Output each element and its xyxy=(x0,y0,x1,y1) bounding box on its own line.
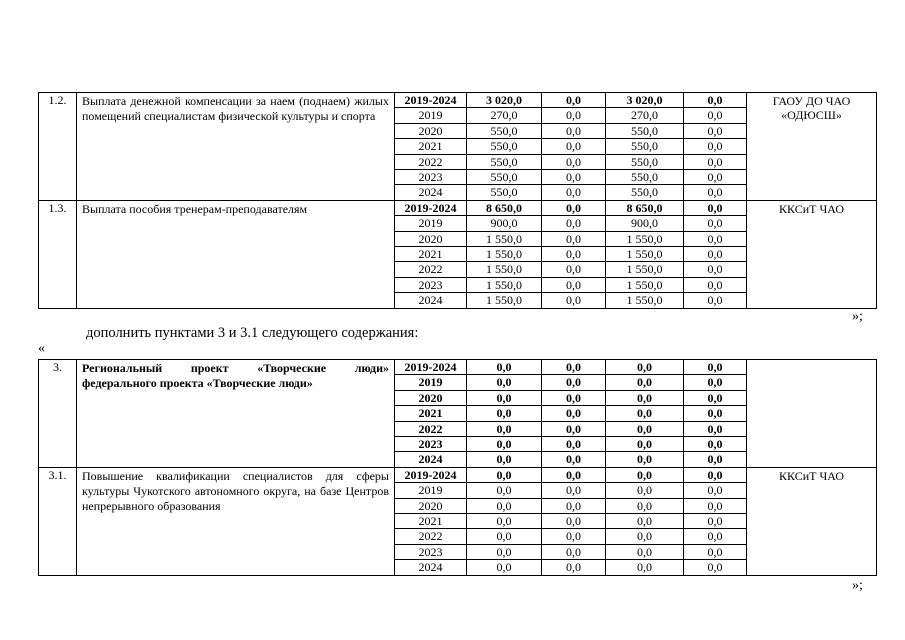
program-table-2 xyxy=(38,359,877,576)
district-budget-cell: 550,0 xyxy=(606,123,684,138)
table-row xyxy=(39,200,877,215)
total-cell: 8 650,0 xyxy=(467,200,542,215)
district-budget-cell: 0,0 xyxy=(606,452,684,467)
district-budget-cell: 1 550,0 xyxy=(606,277,684,292)
total-cell: 0,0 xyxy=(467,360,542,375)
period-cell: 2020 xyxy=(395,231,467,246)
total-cell: 0,0 xyxy=(467,390,542,405)
district-budget-cell: 3 020,0 xyxy=(606,93,684,108)
item-number: 3.1. xyxy=(39,467,77,575)
other-sources-cell: 0,0 xyxy=(684,452,747,467)
period-cell: 2023 xyxy=(395,170,467,185)
other-sources-cell: 0,0 xyxy=(684,185,747,200)
total-cell: 1 550,0 xyxy=(467,231,542,246)
item-description: Выплата денежной компенсации за наем (поднаем) жилых помещений специалистам физической культуры и спорта xyxy=(77,93,395,201)
item-description: Региональный проект «Творческие люди» федерального проекта «Творческие люди» xyxy=(77,360,395,468)
total-cell: 0,0 xyxy=(467,406,542,421)
other-sources-cell: 0,0 xyxy=(684,529,747,544)
total-cell: 0,0 xyxy=(467,375,542,390)
total-cell: 550,0 xyxy=(467,154,542,169)
period-cell: 2019-2024 xyxy=(395,467,467,482)
total-cell: 0,0 xyxy=(467,514,542,529)
federal-budget-cell: 0,0 xyxy=(542,154,606,169)
period-cell: 2019 xyxy=(395,216,467,231)
period-cell: 2021 xyxy=(395,247,467,262)
total-cell: 0,0 xyxy=(467,437,542,452)
period-cell: 2024 xyxy=(395,293,467,308)
total-cell: 0,0 xyxy=(467,421,542,436)
federal-budget-cell: 0,0 xyxy=(542,467,606,482)
district-budget-cell: 0,0 xyxy=(606,421,684,436)
item-number: 1.2. xyxy=(39,93,77,201)
federal-budget-cell: 0,0 xyxy=(542,185,606,200)
period-cell: 2021 xyxy=(395,514,467,529)
district-budget-cell: 0,0 xyxy=(606,544,684,559)
closing-quote: »; xyxy=(852,578,863,593)
other-sources-cell: 0,0 xyxy=(684,154,747,169)
federal-budget-cell: 0,0 xyxy=(542,483,606,498)
district-budget-cell: 0,0 xyxy=(606,529,684,544)
period-cell: 2019-2024 xyxy=(395,200,467,215)
federal-budget-cell: 0,0 xyxy=(542,247,606,262)
federal-budget-cell: 0,0 xyxy=(542,452,606,467)
period-cell: 2019 xyxy=(395,108,467,123)
total-cell: 0,0 xyxy=(467,467,542,482)
federal-budget-cell: 0,0 xyxy=(542,200,606,215)
district-budget-cell: 0,0 xyxy=(606,514,684,529)
federal-budget-cell: 0,0 xyxy=(542,560,606,575)
other-sources-cell: 0,0 xyxy=(684,360,747,375)
item-description: Повышение квалификации специалистов для сферы культуры Чукотского автономного округа, на базе Центров непрерывного образования xyxy=(77,467,395,575)
federal-budget-cell: 0,0 xyxy=(542,406,606,421)
district-budget-cell: 550,0 xyxy=(606,154,684,169)
total-cell: 0,0 xyxy=(467,452,542,467)
other-sources-cell: 0,0 xyxy=(684,293,747,308)
other-sources-cell: 0,0 xyxy=(684,483,747,498)
total-cell: 550,0 xyxy=(467,170,542,185)
other-sources-cell: 0,0 xyxy=(684,123,747,138)
other-sources-cell: 0,0 xyxy=(684,498,747,513)
district-budget-cell: 0,0 xyxy=(606,360,684,375)
total-cell: 900,0 xyxy=(467,216,542,231)
federal-budget-cell: 0,0 xyxy=(542,231,606,246)
item-number: 1.3. xyxy=(39,200,77,308)
federal-budget-cell: 0,0 xyxy=(542,277,606,292)
federal-budget-cell: 0,0 xyxy=(542,498,606,513)
period-cell: 2019 xyxy=(395,483,467,498)
other-sources-cell: 0,0 xyxy=(684,139,747,154)
federal-budget-cell: 0,0 xyxy=(542,170,606,185)
other-sources-cell: 0,0 xyxy=(684,390,747,405)
other-sources-cell: 0,0 xyxy=(684,467,747,482)
federal-budget-cell: 0,0 xyxy=(542,529,606,544)
period-cell: 2024 xyxy=(395,452,467,467)
total-cell: 1 550,0 xyxy=(467,262,542,277)
opening-quote: « xyxy=(38,341,45,356)
federal-budget-cell: 0,0 xyxy=(542,421,606,436)
district-budget-cell: 0,0 xyxy=(606,375,684,390)
period-cell: 2024 xyxy=(395,185,467,200)
period-cell: 2020 xyxy=(395,390,467,405)
federal-budget-cell: 0,0 xyxy=(542,123,606,138)
other-sources-cell: 0,0 xyxy=(684,200,747,215)
period-cell: 2020 xyxy=(395,498,467,513)
federal-budget-cell: 0,0 xyxy=(542,108,606,123)
federal-budget-cell: 0,0 xyxy=(542,544,606,559)
federal-budget-cell: 0,0 xyxy=(542,139,606,154)
district-budget-cell: 0,0 xyxy=(606,483,684,498)
other-sources-cell: 0,0 xyxy=(684,406,747,421)
period-cell: 2022 xyxy=(395,529,467,544)
other-sources-cell: 0,0 xyxy=(684,108,747,123)
total-cell: 550,0 xyxy=(467,139,542,154)
district-budget-cell: 0,0 xyxy=(606,437,684,452)
other-sources-cell: 0,0 xyxy=(684,514,747,529)
period-cell: 2022 xyxy=(395,154,467,169)
district-budget-cell: 550,0 xyxy=(606,185,684,200)
district-budget-cell: 550,0 xyxy=(606,170,684,185)
district-budget-cell: 0,0 xyxy=(606,560,684,575)
other-sources-cell: 0,0 xyxy=(684,277,747,292)
federal-budget-cell: 0,0 xyxy=(542,262,606,277)
district-budget-cell: 0,0 xyxy=(606,406,684,421)
item-description: Выплата пособия тренерам-преподавателям xyxy=(77,200,395,308)
total-cell: 0,0 xyxy=(467,529,542,544)
district-budget-cell: 0,0 xyxy=(606,498,684,513)
item-number: 3. xyxy=(39,360,77,468)
other-sources-cell: 0,0 xyxy=(684,231,747,246)
federal-budget-cell: 0,0 xyxy=(542,437,606,452)
federal-budget-cell: 0,0 xyxy=(542,293,606,308)
other-sources-cell: 0,0 xyxy=(684,421,747,436)
period-cell: 2022 xyxy=(395,421,467,436)
district-budget-cell: 550,0 xyxy=(606,139,684,154)
other-sources-cell: 0,0 xyxy=(684,170,747,185)
total-cell: 270,0 xyxy=(467,108,542,123)
total-cell: 1 550,0 xyxy=(467,247,542,262)
table-row xyxy=(39,467,877,482)
period-cell: 2019-2024 xyxy=(395,360,467,375)
federal-budget-cell: 0,0 xyxy=(542,390,606,405)
district-budget-cell: 8 650,0 xyxy=(606,200,684,215)
federal-budget-cell: 0,0 xyxy=(542,93,606,108)
total-cell: 1 550,0 xyxy=(467,293,542,308)
federal-budget-cell: 0,0 xyxy=(542,514,606,529)
district-budget-cell: 1 550,0 xyxy=(606,247,684,262)
executor-cell: ГАОУ ДО ЧАО «ОДЮСШ» xyxy=(747,93,877,201)
other-sources-cell: 0,0 xyxy=(684,262,747,277)
period-cell: 2023 xyxy=(395,437,467,452)
period-cell: 2021 xyxy=(395,406,467,421)
other-sources-cell: 0,0 xyxy=(684,375,747,390)
district-budget-cell: 1 550,0 xyxy=(606,231,684,246)
total-cell: 3 020,0 xyxy=(467,93,542,108)
closing-quote: »; xyxy=(852,309,863,324)
executor-cell: ККСиТ ЧАО xyxy=(747,200,877,308)
period-cell: 2024 xyxy=(395,560,467,575)
total-cell: 550,0 xyxy=(467,123,542,138)
total-cell: 550,0 xyxy=(467,185,542,200)
total-cell: 0,0 xyxy=(467,544,542,559)
executor-cell: ККСиТ ЧАО xyxy=(747,467,877,575)
executor-cell xyxy=(747,360,877,468)
period-cell: 2023 xyxy=(395,544,467,559)
federal-budget-cell: 0,0 xyxy=(542,216,606,231)
period-cell: 2019 xyxy=(395,375,467,390)
total-cell: 0,0 xyxy=(467,560,542,575)
federal-budget-cell: 0,0 xyxy=(542,375,606,390)
total-cell: 0,0 xyxy=(467,483,542,498)
district-budget-cell: 0,0 xyxy=(606,390,684,405)
period-cell: 2020 xyxy=(395,123,467,138)
district-budget-cell: 1 550,0 xyxy=(606,293,684,308)
table-row xyxy=(39,360,877,375)
period-cell: 2019-2024 xyxy=(395,93,467,108)
total-cell: 0,0 xyxy=(467,498,542,513)
other-sources-cell: 0,0 xyxy=(684,560,747,575)
other-sources-cell: 0,0 xyxy=(684,437,747,452)
period-cell: 2021 xyxy=(395,139,467,154)
amendment-intro-text: дополнить пунктами 3 и 3.1 следующего содержания: xyxy=(86,325,419,341)
table-row xyxy=(39,93,877,108)
period-cell: 2023 xyxy=(395,277,467,292)
total-cell: 1 550,0 xyxy=(467,277,542,292)
other-sources-cell: 0,0 xyxy=(684,216,747,231)
district-budget-cell: 1 550,0 xyxy=(606,262,684,277)
other-sources-cell: 0,0 xyxy=(684,247,747,262)
program-table-1 xyxy=(38,92,877,309)
district-budget-cell: 900,0 xyxy=(606,216,684,231)
federal-budget-cell: 0,0 xyxy=(542,360,606,375)
other-sources-cell: 0,0 xyxy=(684,93,747,108)
district-budget-cell: 270,0 xyxy=(606,108,684,123)
other-sources-cell: 0,0 xyxy=(684,544,747,559)
district-budget-cell: 0,0 xyxy=(606,467,684,482)
period-cell: 2022 xyxy=(395,262,467,277)
